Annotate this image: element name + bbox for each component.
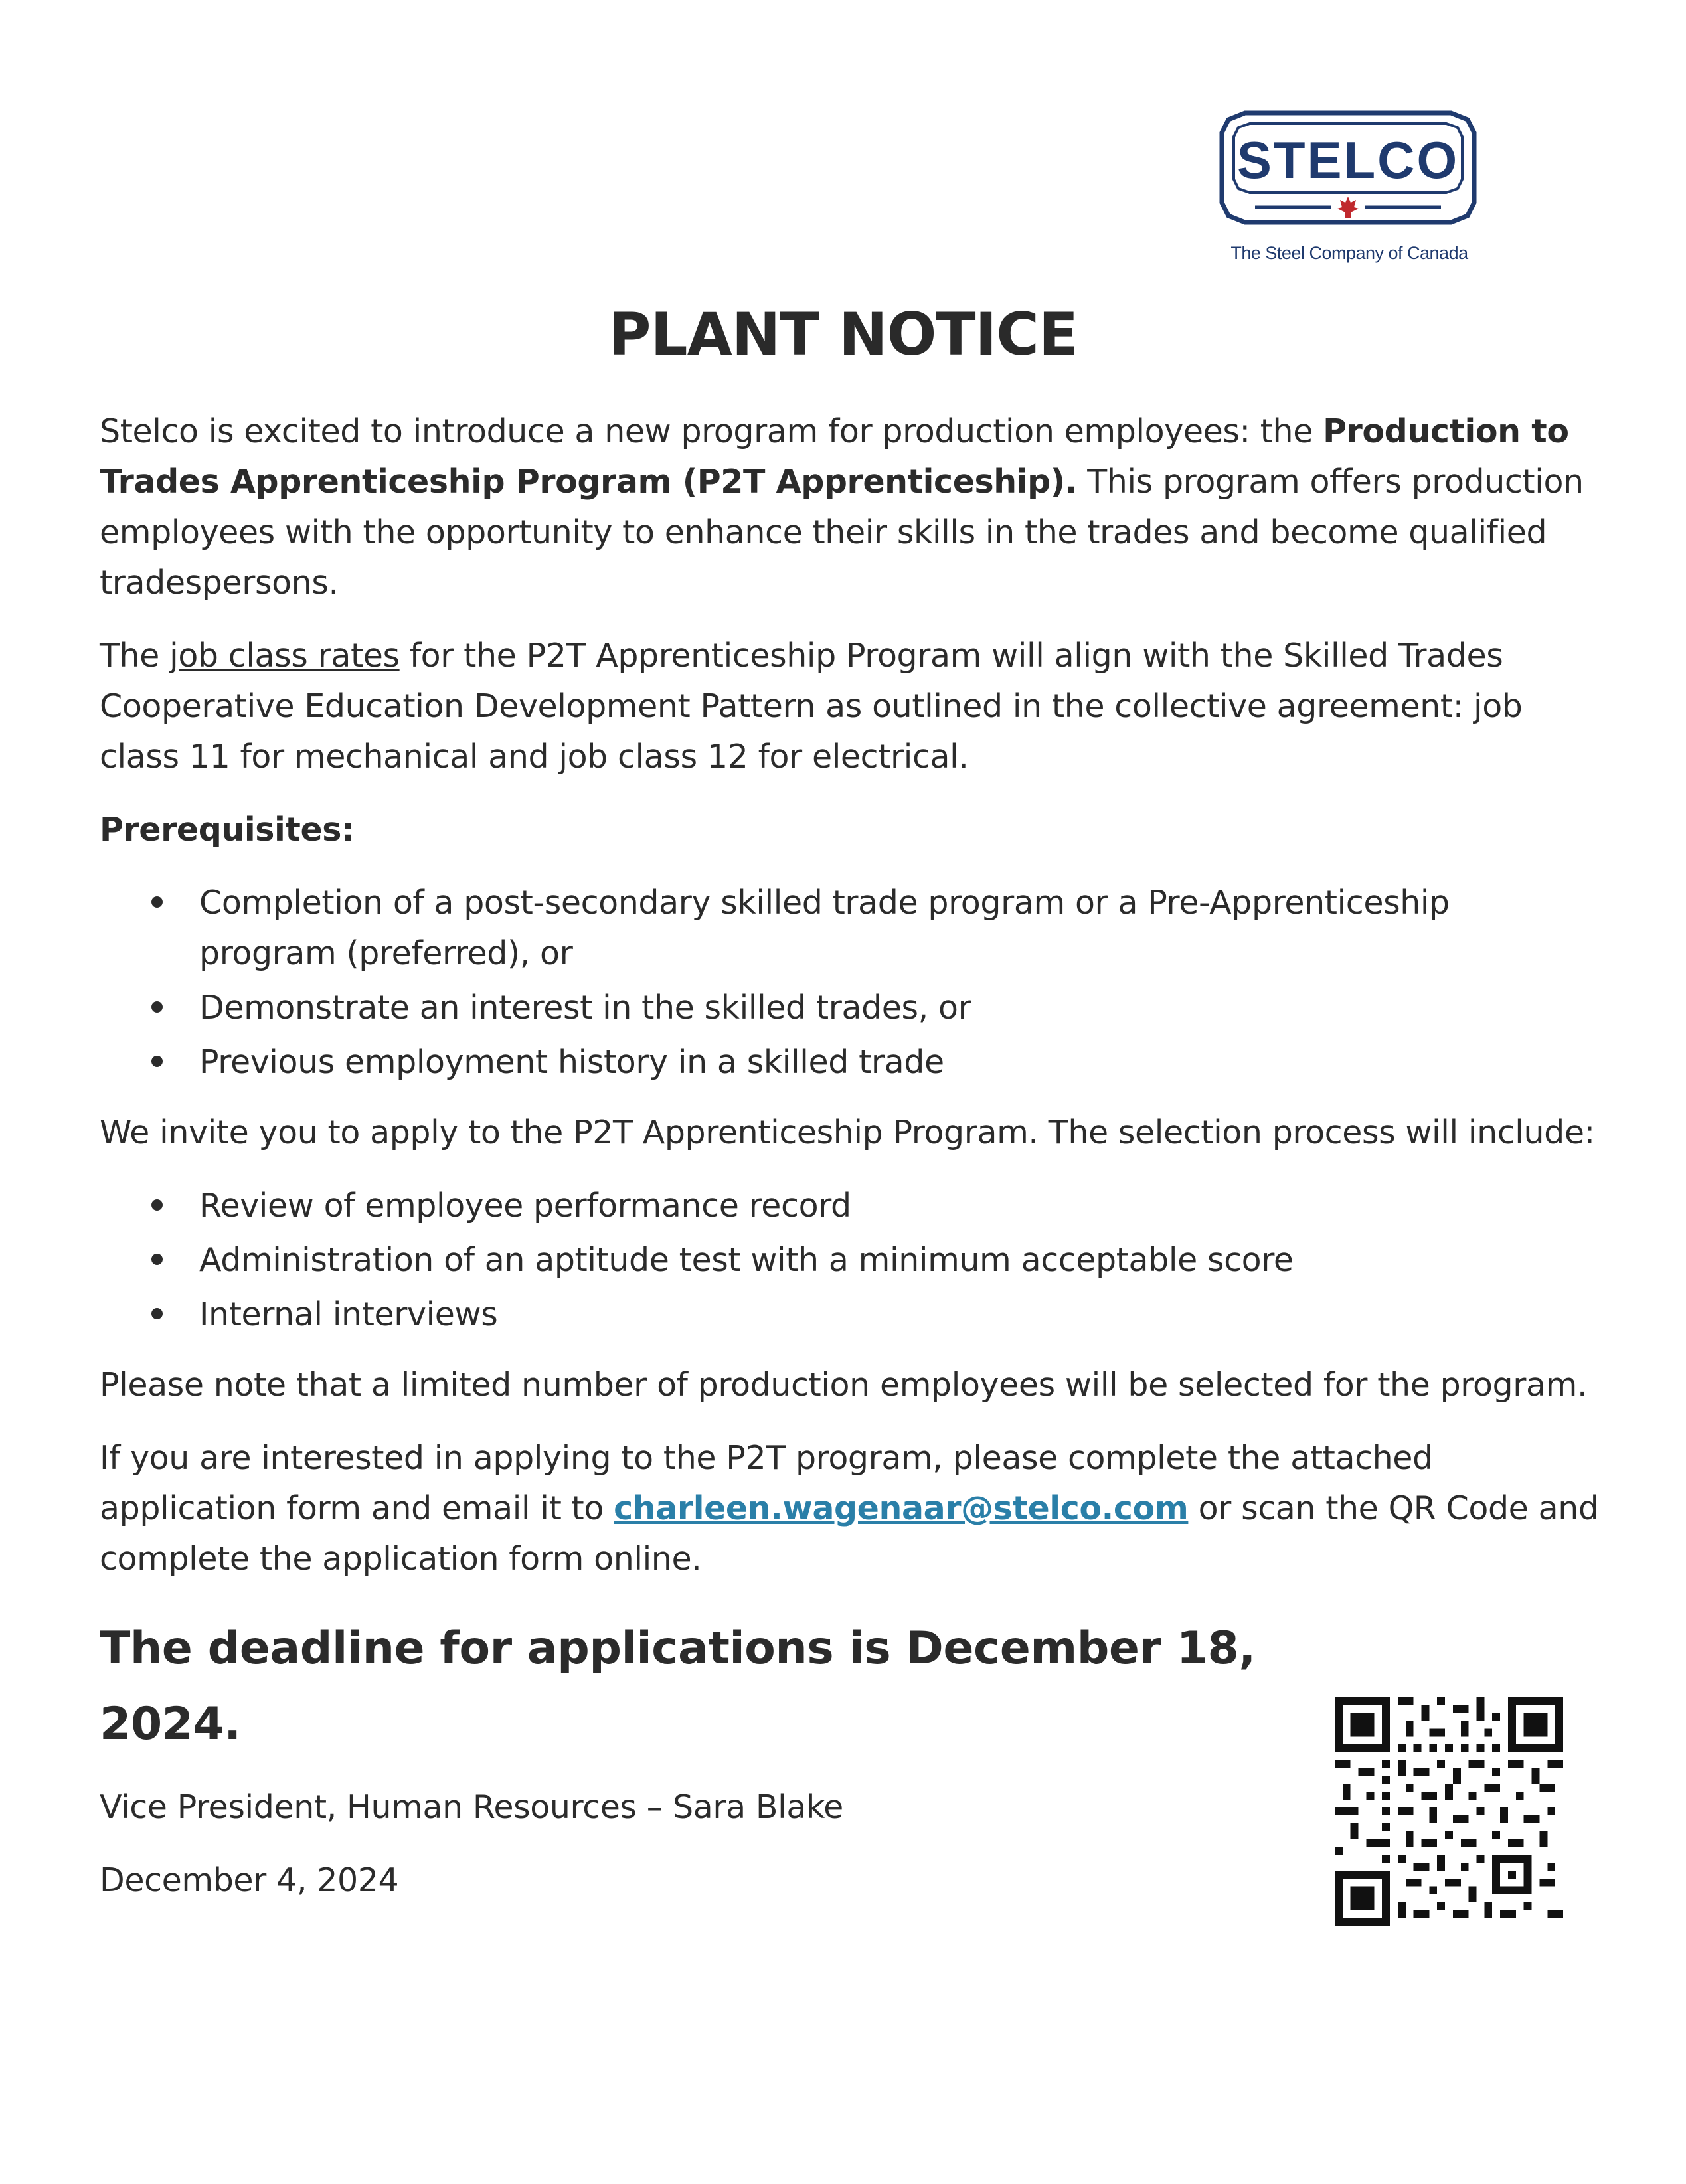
list-item [100,1037,1560,1088]
apply-text-1: If you are interested in applying to the P2T program, please complete the attached application form and email it to [100,1439,1433,1527]
rates-text-1: The [100,637,170,675]
bullet-icon [151,1199,163,1211]
prerequisites-heading: Prerequisites: [100,811,355,849]
list-item-text: Administration of an aptitude test with a minimum acceptable score [199,1241,1294,1279]
job-class-rates-text: job class rates [169,637,400,675]
list-item [100,1235,1560,1286]
program-name: Production to Trades Apprenticeship Program (P2T Apprenticeship). [100,412,1569,501]
intro-paragraph [100,406,1600,608]
signature-line: Vice President, Human Resources – Sara Blake [100,1788,843,1826]
logo-tagline: The Steel Company of Canada [1230,243,1468,263]
selection-steps-list [100,1181,1600,1340]
bullet-icon [151,1056,163,1067]
rates-text-2: for the P2T Apprenticeship Program will align with the Skilled Trades Cooperative Education Development Pattern as outlined in the collective agreement: job class 11 for mechanical and job class 12 for electrical. [100,637,1523,776]
bullet-icon [151,1308,163,1319]
list-item-text: Completion of a post-secondary skilled trade program or a Pre-Apprenticeship program (preferred), or [199,884,1450,972]
email-link[interactable]: charleen.wagenaar@stelco.com [614,1489,1189,1527]
list-item-text: Review of employee performance record [199,1187,851,1224]
page-title: PLANT NOTICE [608,300,1078,369]
maple-leaf-icon [1337,197,1359,218]
list-item [100,1290,1560,1340]
deadline-text: The deadline for applications is December 18, 2024. [100,1622,1256,1750]
list-item-text: Previous employment history in a skilled trade [199,1043,944,1081]
apply-paragraph [100,1433,1600,1584]
bullet-icon [151,1001,163,1013]
qr-code-icon[interactable] [1335,1697,1563,1926]
intro-text-2: This program offers production employees with the opportunity to enhance their skills in the trades and become qualified tradespersons. [100,463,1584,602]
logo-wordmark: STELCO [1236,131,1460,189]
apply-text-2: or scan the QR Code and complete the application form online. [100,1489,1599,1578]
list-item [100,878,1560,979]
limited-note-paragraph: Please note that a limited number of production employees will be selected for the program. [100,1366,1588,1404]
bullet-icon [151,896,163,908]
rates-paragraph [100,631,1600,782]
list-item-text: Internal interviews [199,1296,498,1333]
prerequisites-list [100,878,1600,1088]
list-item-text: Demonstrate an interest in the skilled trades, or [199,989,971,1027]
intro-text-1: Stelco is excited to introduce a new program for production employees: the [100,412,1323,450]
list-item [100,983,1560,1033]
notice-date: December 4, 2024 [100,1861,399,1899]
invite-paragraph: We invite you to apply to the P2T Apprenticeship Program. The selection process will include: [100,1114,1595,1151]
list-item [100,1181,1560,1231]
bullet-icon [151,1254,163,1265]
